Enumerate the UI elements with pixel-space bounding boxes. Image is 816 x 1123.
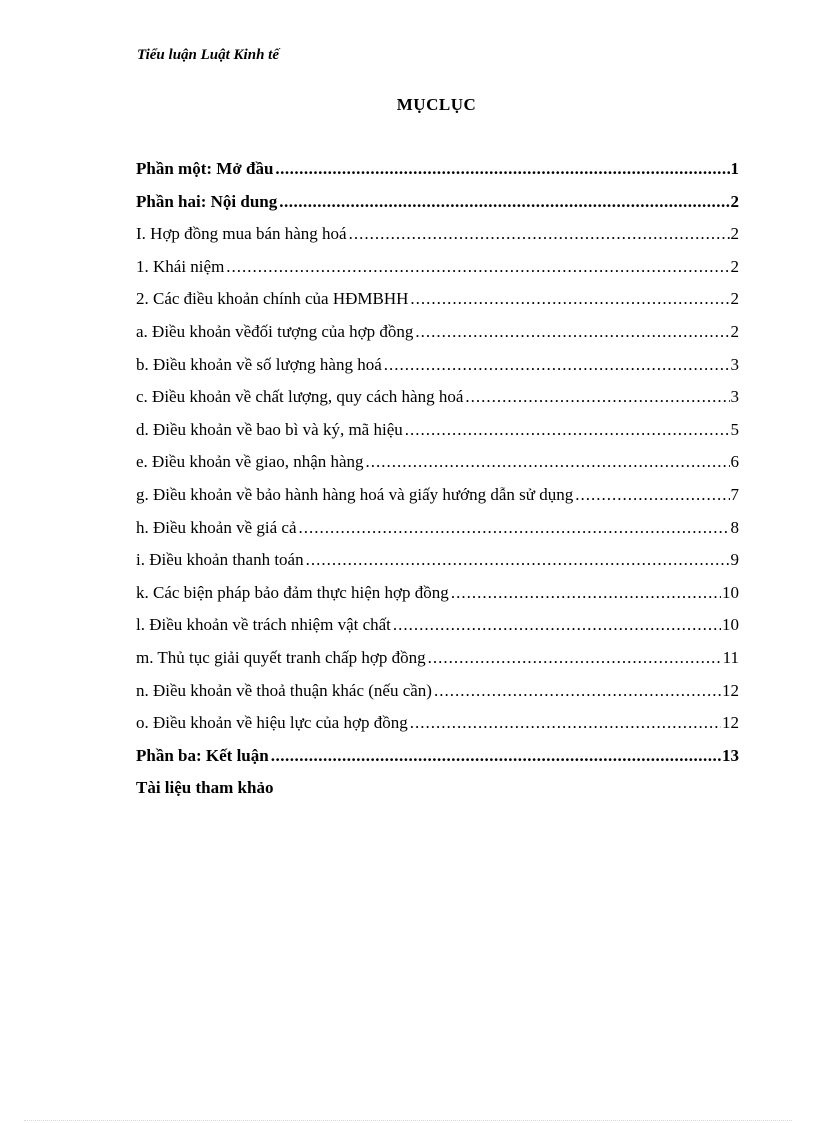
table-of-contents — [136, 159, 739, 811]
toc-entry — [136, 452, 739, 485]
toc-entry-label: Phần hai: Nội dung — [136, 191, 278, 211]
toc-entry — [136, 778, 739, 811]
toc-entry-page-number: 10 — [722, 582, 739, 602]
toc-entry — [136, 420, 739, 453]
toc-entry — [136, 159, 739, 192]
toc-entry — [136, 648, 739, 681]
toc-dot-leader — [451, 583, 721, 603]
toc-entry-page-number: 8 — [730, 517, 739, 537]
toc-dot-leader — [393, 615, 721, 635]
toc-entry-label: Phần một: Mở đầu — [136, 159, 274, 178]
toc-entry-label: 1. Khái niệm — [136, 256, 225, 276]
toc-entry-label: n. Điều khoản về thoả thuận khác (nếu cần) — [136, 680, 432, 700]
toc-entry-page-number: 10 — [722, 615, 739, 635]
toc-entry-label: h. Điều khoản về giá cả — [136, 517, 297, 537]
toc-entry — [136, 681, 739, 714]
toc-entry-label: Tài liệu tham khảo — [136, 778, 274, 798]
toc-entry — [136, 192, 739, 225]
toc-entry-page-number: 7 — [730, 484, 739, 504]
toc-entry-page-number: 3 — [730, 387, 739, 407]
toc-entry-label: 2. Các điều khoản chính của HĐMBHH — [136, 289, 409, 309]
toc-dot-leader — [306, 550, 730, 570]
toc-dot-leader — [279, 192, 729, 212]
toc-entry-page-number: 2 — [730, 289, 739, 309]
toc-entry-page-number: 1 — [730, 159, 739, 178]
toc-dot-leader — [271, 746, 721, 766]
toc-entry-label: g. Điều khoản về bảo hành hàng hoá và giấy hướng dẫn sử dụng — [136, 484, 574, 504]
toc-entry-page-number: 2 — [730, 224, 739, 244]
toc-entry-page-number: 12 — [722, 680, 739, 700]
toc-entry-label: i. Điều khoản thanh toán — [136, 550, 304, 570]
toc-dot-leader — [405, 420, 730, 440]
toc-entry — [136, 257, 739, 290]
toc-entry-label: o. Điều khoản về hiệu lực của hợp đồng — [136, 713, 408, 733]
toc-entry-label: a. Điều khoản vềđối tượng của hợp đồng — [136, 321, 414, 341]
running-header: Tiểu luận Luật Kinh tế — [137, 47, 279, 63]
toc-entry-label: m. Thủ tục giải quyết tranh chấp hợp đồng — [136, 647, 426, 667]
toc-entry-page-number: 5 — [730, 419, 739, 439]
toc-entry-label: l. Điều khoản về trách nhiệm vật chất — [136, 615, 391, 635]
toc-entry-page-number: 13 — [722, 745, 739, 765]
page-title: MỤCLỤC — [396, 95, 477, 114]
toc-entry — [136, 355, 739, 388]
toc-entry-page-number: 12 — [722, 713, 739, 733]
toc-entry — [136, 615, 739, 648]
toc-dot-leader — [410, 713, 721, 733]
toc-entry-label: k. Các biện pháp bảo đảm thực hiện hợp đồng — [136, 582, 449, 602]
page-bottom-divider — [24, 1120, 792, 1121]
toc-entry — [136, 224, 739, 257]
toc-entry-label: c. Điều khoản về chất lượng, quy cách hàng hoá — [136, 387, 464, 407]
toc-dot-leader — [465, 387, 729, 407]
toc-entry — [136, 485, 739, 518]
toc-dot-leader — [410, 289, 729, 309]
toc-entry — [136, 322, 739, 355]
toc-entry — [136, 713, 739, 746]
toc-dot-leader — [349, 224, 730, 244]
toc-entry — [136, 583, 739, 616]
toc-entry-page-number: 6 — [730, 452, 739, 472]
toc-dot-leader — [415, 322, 729, 342]
toc-entry — [136, 550, 739, 583]
toc-dot-leader — [428, 648, 722, 668]
toc-dot-leader — [366, 452, 730, 472]
toc-entry-label: Phần ba: Kết luận — [136, 745, 269, 765]
toc-entry — [136, 518, 739, 551]
toc-dot-leader — [575, 485, 729, 505]
toc-entry-page-number: 2 — [730, 321, 739, 341]
toc-entry-label: b. Điều khoản về số lượng hàng hoá — [136, 354, 382, 374]
toc-dot-leader — [434, 681, 721, 701]
toc-entry-page-number: 9 — [730, 550, 739, 570]
toc-entry — [136, 746, 739, 779]
toc-entry — [136, 387, 739, 420]
toc-dot-leader — [226, 257, 729, 277]
toc-dot-leader — [384, 355, 730, 375]
toc-entry-label: d. Điều khoản về bao bì và ký, mã hiệu — [136, 419, 403, 439]
toc-dot-leader — [275, 159, 729, 179]
toc-entry-page-number: 11 — [722, 647, 739, 667]
toc-entry-page-number: 2 — [730, 256, 739, 276]
toc-dot-leader — [299, 518, 730, 538]
toc-entry-label: e. Điều khoản về giao, nhận hàng — [136, 452, 364, 472]
toc-entry-page-number: 3 — [730, 354, 739, 374]
toc-entry — [136, 289, 739, 322]
toc-entry-label: I. Hợp đồng mua bán hàng hoá — [136, 224, 347, 244]
toc-entry-page-number: 2 — [730, 191, 739, 211]
